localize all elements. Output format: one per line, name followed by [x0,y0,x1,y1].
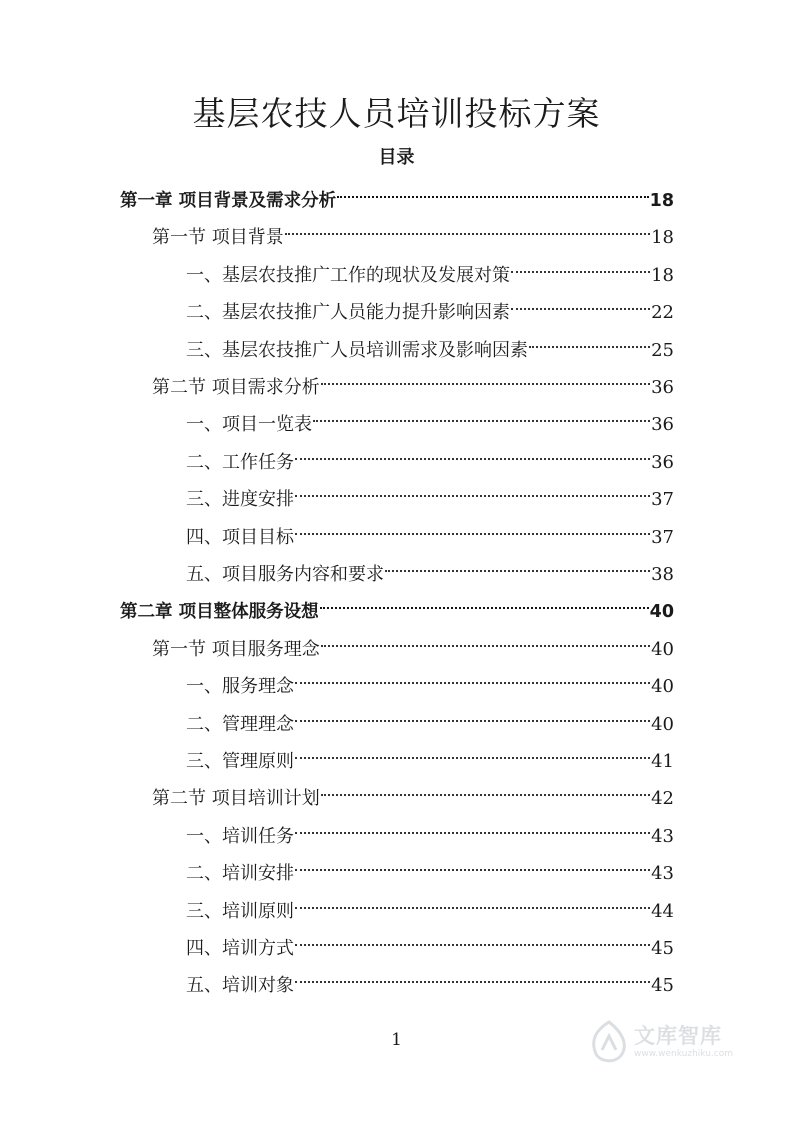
watermark-site: www.wenkuzhiku.com [634,1049,734,1059]
toc-entry-item[interactable] [186,849,674,885]
toc-entry-item[interactable] [186,438,674,473]
toc-entry-item[interactable] [186,326,674,361]
toc-entry-item[interactable] [186,737,674,772]
toc-dot-leader [295,849,650,879]
toc-entry-item[interactable] [186,251,674,286]
toc-dot-leader [295,924,650,954]
toc-dot-leader [285,213,650,243]
toc-entry-item[interactable] [186,400,674,436]
toc-entry-label: 一、服务理念 [186,676,294,698]
toc-entry-item[interactable] [186,550,674,585]
toc-entry-page: 22 [651,302,674,324]
toc-entry-label: 一、基层农技推广工作的现状及发展对策 [186,264,510,286]
toc-dot-leader [511,288,650,318]
toc-entry-item[interactable] [186,513,674,548]
toc-entry-label: 第二节 项目培训计划 [152,788,320,810]
toc-entry-item[interactable] [186,662,674,698]
toc-entry-label: 第一节 项目背景 [152,227,284,249]
watermark [588,1016,768,1076]
toc-entry-page: 44 [651,900,674,922]
toc-dot-leader [385,550,650,580]
toc-entry-section[interactable] [152,625,674,660]
toc-entry-label: 第一节 项目服务理念 [152,638,320,660]
toc-entry-item[interactable] [186,812,674,847]
toc-entry-label: 五、项目服务内容和要求 [186,564,384,585]
toc-entry-section[interactable] [152,363,674,398]
toc-entry-page: 40 [649,602,674,623]
toc-entry-label: 三、管理原则 [186,751,294,772]
toc-entry-page: 36 [651,451,674,473]
toc-dot-leader [321,774,650,804]
page-number: 1 [391,1030,402,1050]
toc-entry-section[interactable] [152,774,674,810]
toc-entry-page: 18 [649,191,674,211]
toc-entry-page: 37 [651,489,674,511]
toc-dot-leader [529,326,650,356]
toc-dot-leader [295,961,650,991]
toc-entry-page: 40 [651,713,674,735]
toc-entry-label: 二、基层农技推广人员能力提升影响因素 [186,302,510,324]
toc-entry-item[interactable] [186,924,674,959]
toc-entry-item[interactable] [186,887,674,922]
toc-dot-leader [320,587,649,617]
toc-entry-page: 45 [651,975,674,997]
toc-entry-section[interactable] [152,213,674,249]
toc-dot-leader [295,887,650,917]
toc-entry-label: 三、进度安排 [186,489,294,511]
toc-entry-label: 二、工作任务 [186,451,294,473]
toc-entry-page: 40 [651,676,674,698]
toc-entry-page: 43 [651,825,674,847]
toc-heading: 目录 [378,147,415,168]
toc-dot-leader [295,438,650,468]
toc-entry-chapter[interactable] [120,587,674,623]
toc-dot-leader [295,700,650,730]
toc-entry-page: 36 [651,414,674,436]
toc-dot-leader [295,812,650,842]
toc-entry-label: 第二章 项目整体服务设想 [120,602,319,623]
toc-entry-label: 四、培训方式 [186,938,294,959]
toc-entry-page: 18 [651,264,674,286]
toc-dot-leader [321,363,650,393]
toc-entry-item[interactable] [186,961,674,997]
toc-entry-page: 42 [651,788,674,810]
toc-entry-label: 一、培训任务 [186,825,294,847]
toc-entry-label: 第二节 项目需求分析 [152,377,320,398]
toc-entry-label: 二、培训安排 [186,863,294,885]
toc-entry-label: 二、管理理念 [186,713,294,735]
toc-entry-label: 四、项目目标 [186,526,294,548]
toc-entry-label: 一、项目一览表 [186,414,312,436]
toc-entry-label: 三、基层农技推广人员培训需求及影响因素 [186,339,528,361]
brand-logo-icon [588,1020,630,1066]
toc-entry-page: 18 [651,227,674,249]
toc-dot-leader [321,625,650,655]
toc-dot-leader [313,400,650,430]
toc-entry-page: 38 [651,564,674,585]
toc-entry-page: 37 [651,526,674,548]
document-title: 基层农技人员培训投标方案 [192,94,601,133]
toc-dot-leader [295,662,650,692]
toc-dot-leader [337,176,649,206]
toc-dot-leader [295,737,650,767]
watermark-brand: 文库智库 [634,1024,722,1048]
toc-entry-label: 第一章 项目背景及需求分析 [120,191,337,211]
toc-entry-item[interactable] [186,700,674,735]
toc-dot-leader [511,251,650,281]
toc-entry-label: 三、培训原则 [186,900,294,922]
toc-entry-page: 25 [651,339,674,361]
toc-entry-page: 43 [651,863,674,885]
toc-entry-page: 40 [651,638,674,660]
toc-entry-page: 41 [651,751,674,772]
toc-dot-leader [295,513,650,543]
toc-entry-page: 45 [651,938,674,959]
toc-entry-chapter[interactable] [120,176,674,211]
toc-entry-item[interactable] [186,475,674,511]
toc-entry-page: 36 [651,377,674,398]
toc-entry-item[interactable] [186,288,674,324]
toc-entry-label: 五、培训对象 [186,975,294,997]
toc-dot-leader [295,475,650,505]
